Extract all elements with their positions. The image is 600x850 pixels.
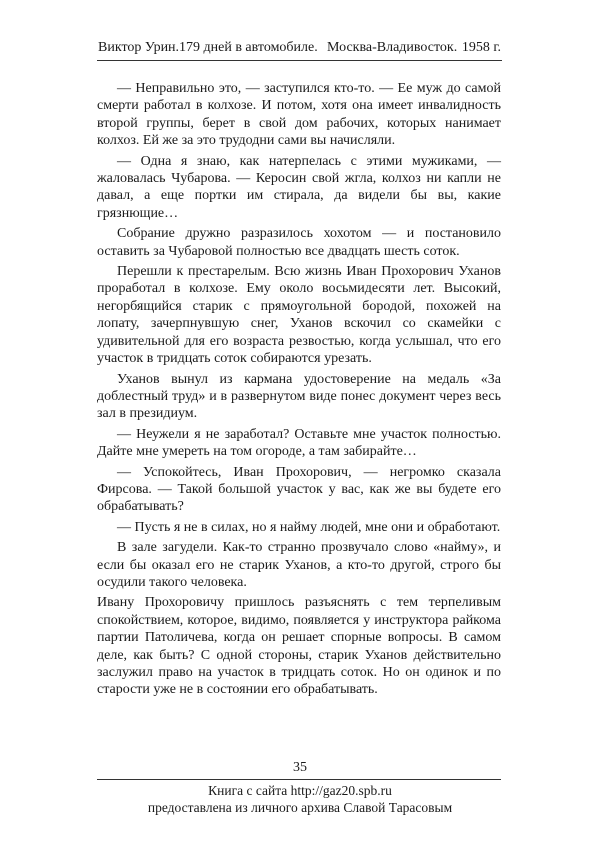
body-text — [97, 80, 501, 702]
header-year: 1958 г. — [461, 40, 501, 55]
paragraph: — Неужели я не заработал? Оставьте мне участок полностью. Дайте мне умереть на том огороде, а там забирайте… — [97, 426, 501, 460]
footer — [0, 782, 600, 816]
footer-credit-line: предоставлена из личного архива Славой Тарасовым — [147, 800, 453, 815]
paragraph: — Успокойтесь, Иван Прохорович, — негромко сказала Фирсова. — Такой большой участок у вас, как же вы будете его обрабатывать? — [97, 464, 501, 515]
page-number: 35 — [293, 760, 307, 775]
running-header — [97, 40, 502, 61]
paragraph: Перешли к престарелым. Всю жизнь Иван Прохорович Уханов проработал в колхозе. Ему около восьмидесяти лет. Высокий, негорбящийся старик с прямоугольной бородой, похожей на лопату, зачерпнувшую снег, Уханов вскочил со скамейки с удивительной для его возраста резвостью, когда услышал, что его участок в тридцать соток собираются урезать. — [97, 264, 501, 367]
paragraph: В зале загудели. Как-то странно прозвучало слово «найму», и если бы оказал его не старик Уханов, а кто-то другой, строго бы осудили такого человека. — [97, 540, 501, 590]
paragraph: Ивану Прохоровичу пришлось разъяснять с тем терпеливым спокойствием, которое, видимо, появляется у инструктора райкома партии Патоличева, когда он решает спорные вопросы. В самом деле, как быть? С одной стороны, старик Уханов действительно заслужил право на участок в тридцать соток. Но он одинок и по старости уже не в состоянии его обрабатывать. — [97, 595, 501, 698]
paragraph: — Пусть я не в силах, но я найму людей, мне они и обработают. — [117, 519, 501, 535]
paragraph: — Одна я знаю, как натерпелась с этими мужиками, — жаловалась Чубарова. — Керосин свой жгла, колхоз ни капли не давал, а еще портки им стирала, да видели бы вы, какие грязнющие… — [97, 153, 501, 221]
header-route: Москва-Владивосток. — [327, 40, 458, 55]
footer-divider — [97, 779, 501, 780]
header-title: 179 дней в автомобиле. — [179, 40, 318, 55]
header-author: Виктор Урин. — [98, 40, 180, 55]
paragraph: Уханов вынул из кармана удостоверение на медаль «За доблестный труд» и в развернутом виде понес документ через весь зал в президиум. — [97, 371, 501, 422]
footer-source-line: Книга с сайта http://gaz20.spb.ru — [208, 783, 392, 798]
paragraph: Собрание дружно разразилось хохотом — и постановило оставить за Чубаровой полностью все двадцать шесть соток. — [97, 226, 501, 259]
paragraph: — Неправильно это, — заступился кто-то. — Ее муж до самой смерти работал в колхозе. И потом, хотя она имеет инвалидность второй группы, берет в свой дом рабочих, которых нанимает колхоз. Ей же за это трудодни сами вы начисляли. — [97, 81, 501, 149]
